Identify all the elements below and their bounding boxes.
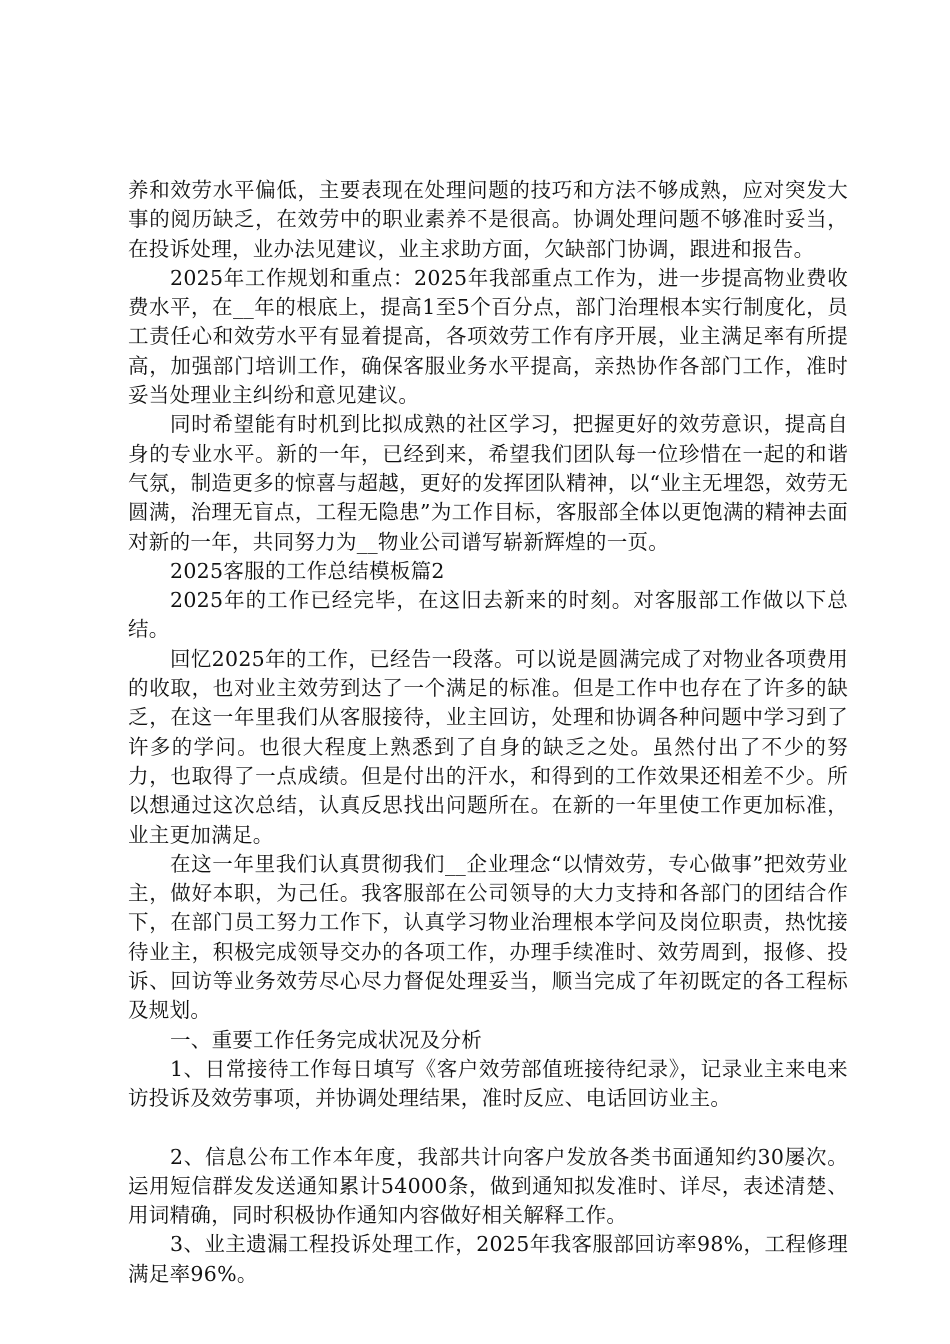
list-item-complaints: 3、业主遗漏工程投诉处理工作，2025年我客服部回访率98%，工程修理满足率96%。: [128, 1232, 848, 1286]
list-item-reception: 1、日常接待工作每日填写《客户效劳部值班接待纪录》，记录业主来电来访投诉及效劳事项，并协调处理结果，准时反应、电话回访业主。: [128, 1056, 848, 1111]
paragraph-philosophy: 在这一年里我们认真贯彻我们__企业理念“以情效劳，专心做事”把效劳业主，做好本职，为己任。我客服部在公司领导的大力支持和各部门的团结合作下，在部门员工努力工作下，认真学习物业治理根本学问及岗位职责，热忱接待业主，积极完成领导交办的各项工作，办理手续准时、效劳周到，报修、投诉、回访等业务效劳尽心尽力督促处理妥当，顺当完成了年初既定的各工程标及规划。: [128, 851, 848, 1023]
paragraph-review: 回忆2025年的工作，已经告一段落。可以说是圆满完成了对物业各项费用的收取，也对业主效劳到达了一个满足的标准。但是工作中也存在了许多的缺乏，在这一年里我们从客服接待，业主回访，处理和协调各种问题中学习到了许多的学问。也很大程度上熟悉到了自身的缺乏之处。虽然付出了不少的努力，也取得了一点成绩。但是付出的汗水，和得到的工作效果还相差不少。所以想通过这次总结，认真反思找出问题所在。在新的一年里使工作更加标准，业主更加满足。: [128, 646, 848, 847]
section-heading-tasks: 一、重要工作任务完成状况及分析: [170, 1027, 482, 1052]
list-item-notices: 2、信息公布工作本年度，我部共计向客户发放各类书面通知约30屡次。运用短信群发发送通知累计54000条，做到通知拟发准时、详尽，表述清楚、用词精确，同时积极协作通知内容做好相关解释工作。: [128, 1144, 848, 1228]
paragraph-hopes: 同时希望能有时机到比拟成熟的社区学习，把握更好的效劳意识，提高自身的专业水平。新的一年，已经到来，希望我们团队每一位珍惜在一起的和谐气氛，制造更多的惊喜与超越，更好的发挥团队精神，以“业主无埋怨，效劳无圆满，治理无盲点，工程无隐患”为工作目标，客服部全体以更饱满的精神去面对新的一年，共同努力为__物业公司谱写崭新辉煌的一页。: [128, 412, 848, 554]
paragraph-continuation: 养和效劳水平偏低，主要表现在处理问题的技巧和方法不够成熟，应对突发大事的阅历缺乏，在效劳中的职业素养不是很高。协调处理问题不够准时妥当，在投诉处理，业办法见建议，业主求助方面，欠缺部门协调，跟进和报告。: [128, 178, 848, 261]
paragraph-work-plan: 2025年工作规划和重点：2025年我部重点工作为，进一步提高物业费收费水平，在__年的根底上，提高1至5个百分点，部门治理根本实行制度化，员工责任心和效劳水平有显着提高，各项效劳工作有序开展，业主满足率有所提高，加强部门培训工作，确保客服业务水平提高，亲热协作各部门工作，准时妥当处理业主纠纷和意见建议。: [128, 265, 848, 408]
paragraph-intro: 2025年的工作已经完毕，在这旧去新来的时刻。对客服部工作做以下总结。: [128, 588, 848, 642]
document-body: [128, 176, 848, 1289]
section-heading-part2: 2025客服的工作总结模板篇2: [170, 558, 445, 583]
